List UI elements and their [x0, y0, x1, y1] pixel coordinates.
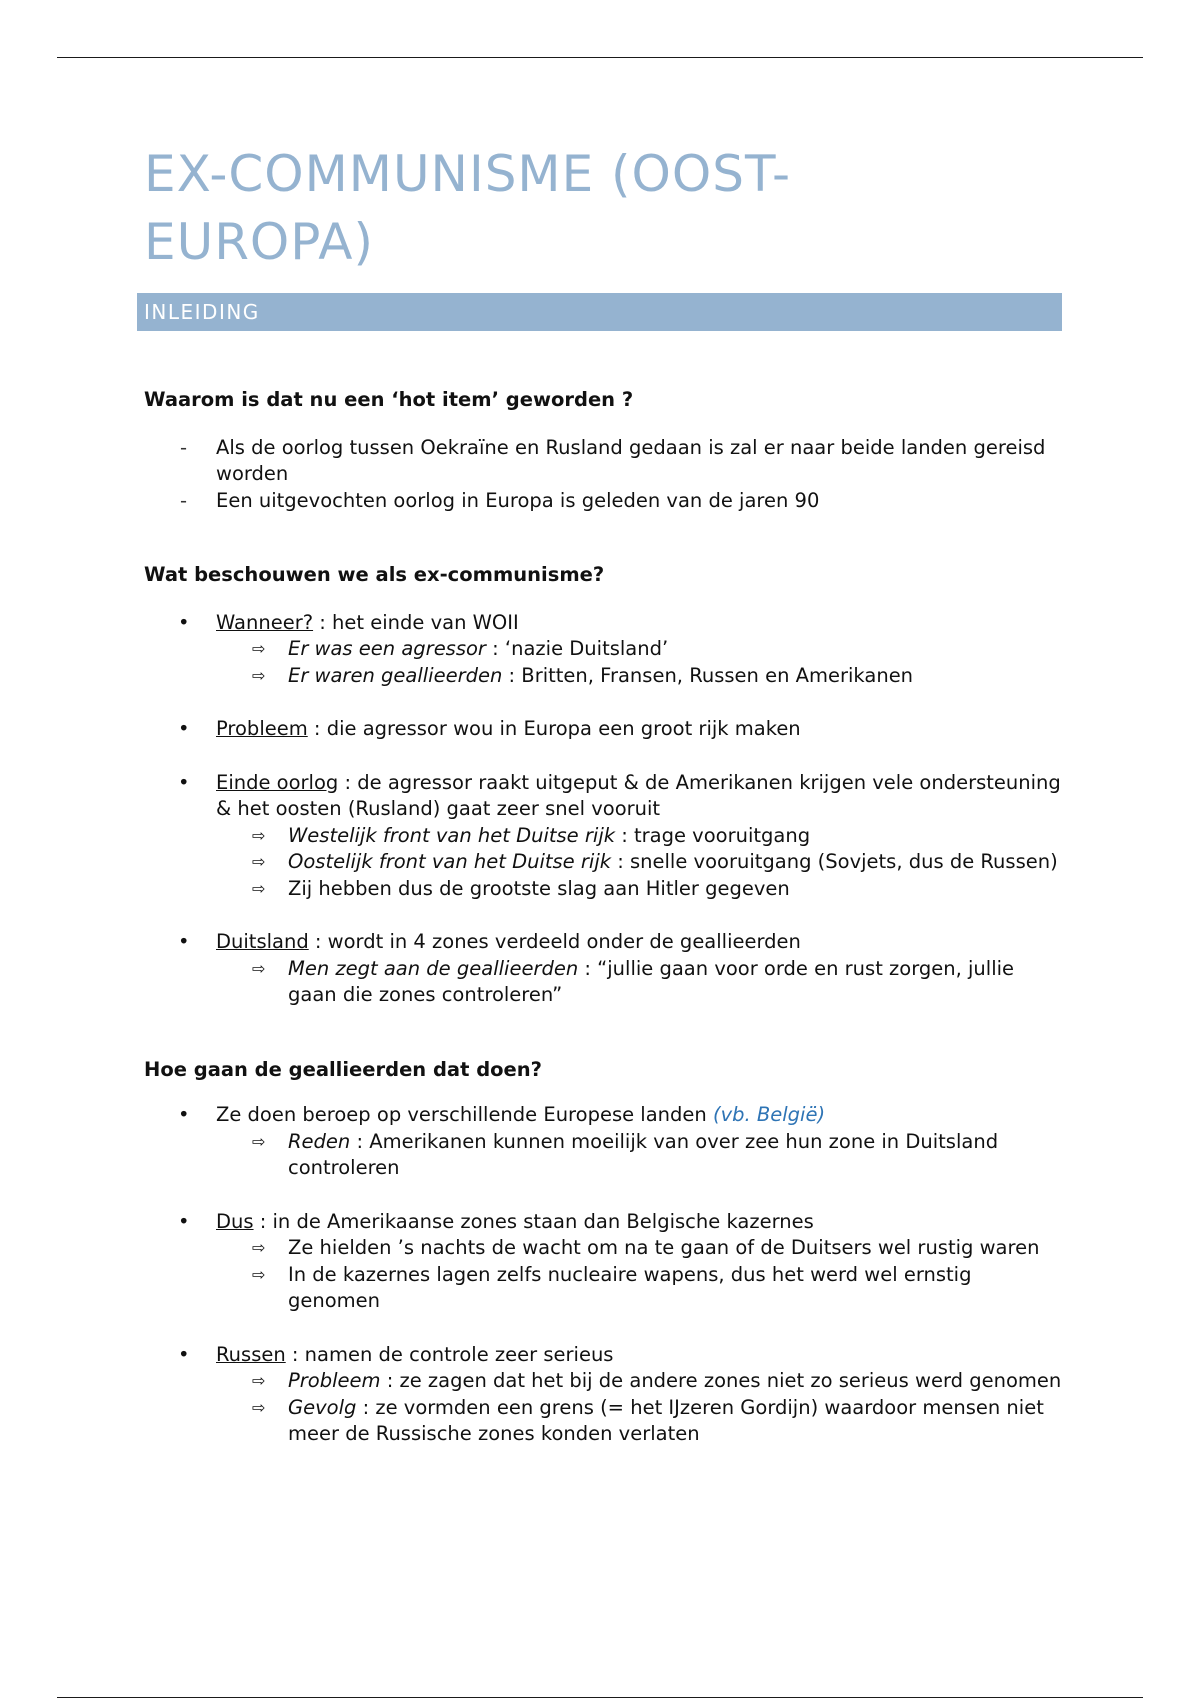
page-title: EX-COMMUNISME (OOST-EUROPA) [144, 145, 792, 271]
bullet-item-wanneer [144, 610, 1064, 690]
sub-text: : ze zagen dat het bij de andere zones niet zo serieus werd genomen [380, 1369, 1062, 1392]
sub-list [216, 1129, 1064, 1182]
term-label: Dus [216, 1209, 254, 1233]
bullet-item-probleem [144, 716, 1064, 743]
dash-list-hot-item [144, 435, 1064, 515]
sub-label: Er waren geallieerden [288, 663, 503, 687]
top-rule [57, 57, 1143, 58]
sub-item [144, 636, 1064, 663]
term-text: : in de Amerikaanse zones staan dan Belgische kazernes [253, 1209, 814, 1233]
sub-label: Gevolg [288, 1395, 357, 1419]
sub-text: : Britten, Fransen, Russen en Amerikanen [502, 663, 914, 687]
bullet-item-dus [144, 1209, 1064, 1315]
sub-item [144, 1395, 1064, 1448]
bullet-list-geallieerden [144, 1102, 1064, 1448]
term-text: : namen de controle zeer serieus [285, 1342, 614, 1366]
term-text: : het einde van WOII [313, 610, 519, 634]
sub-label: Oostelijk front van het Duitse rijk [288, 850, 612, 873]
section-header-label: INLEIDING [144, 300, 260, 324]
bullet-item-beroep [144, 1102, 1064, 1182]
bottom-rule [57, 1697, 1143, 1698]
sub-label: Probleem [288, 1369, 381, 1392]
sub-label: Er was een agressor [288, 637, 486, 660]
term-text: : wordt in 4 zones verdeeld onder de geallieerden [308, 930, 801, 953]
sub-item [144, 876, 1064, 903]
sub-item [144, 1262, 1064, 1315]
sub-item [144, 956, 1064, 1009]
sub-text: : Amerikanen kunnen moeilijk van over zee hun zone in Duitsland controleren [288, 1129, 999, 1179]
bullet-item-duitsland [144, 929, 1064, 1009]
document-body [144, 387, 1064, 1448]
sub-text: : snelle vooruitgang (Sovjets, dus de Russen) [611, 850, 1058, 873]
sub-item [144, 849, 1064, 876]
sub-list [216, 636, 1064, 689]
term-label: Russen [216, 1342, 286, 1366]
section-header-bar [137, 293, 1062, 331]
sub-item [144, 1368, 1064, 1395]
sub-label: Reden [288, 1129, 351, 1153]
sub-item [144, 1129, 1064, 1182]
term-label: Einde oorlog [216, 770, 339, 794]
sub-list [216, 823, 1064, 903]
example-text: (vb. België) [712, 1103, 826, 1126]
term-label: Probleem [216, 717, 308, 740]
question-heading-ex-communisme: Wat beschouwen we als ex-communisme? [144, 563, 605, 586]
sub-text: : trage vooruitgang [615, 823, 811, 847]
list-item: - Als de oorlog tussen Oekraïne en Rusland gedaan is zal er naar beide landen gereisd worden [144, 435, 1064, 488]
sub-text: Zij hebben dus de grootste slag aan Hitler gegeven [288, 876, 790, 900]
term-text: : die agressor wou in Europa een groot rijk maken [307, 717, 801, 740]
sub-item [144, 1235, 1064, 1262]
sub-list [216, 1368, 1064, 1448]
bullet-item-russen [144, 1342, 1064, 1448]
list-item: - Een uitgevochten oorlog in Europa is geleden van de jaren 90 [144, 488, 1064, 515]
term-text: Ze doen beroep op verschillende Europese landen [216, 1103, 713, 1126]
sub-text: : ze vormden een grens (= het IJzeren Gordijn) waardoor mensen niet meer de Russische zones konden verlaten [288, 1395, 1044, 1445]
sub-text: : “jullie gaan voor orde en rust zorgen, jullie gaan die zones controleren” [288, 956, 1015, 1006]
sub-label: Westelijk front van het Duitse rijk [288, 823, 616, 847]
question-heading-hot-item: Waarom is dat nu een ‘hot item’ geworden ? [144, 388, 634, 411]
sub-text: : ‘nazie Duitsland’ [485, 637, 669, 660]
bullet-item-einde-oorlog [144, 770, 1064, 903]
term-text: : de agressor raakt uitgeput & de Amerikanen krijgen vele ondersteuning & het oosten (Rusland) gaat zeer snel vooruit [216, 770, 1061, 820]
sub-list [216, 956, 1064, 1009]
sub-list [216, 1235, 1064, 1315]
sub-text: Ze hielden ’s nachts de wacht om na te gaan of de Duitsers wel rustig waren [288, 1236, 1040, 1259]
sub-item [144, 663, 1064, 690]
term-label: Wanneer? [216, 610, 314, 634]
term-label: Duitsland [216, 930, 309, 953]
sub-text: In de kazernes lagen zelfs nucleaire wapens, dus het werd wel ernstig genomen [288, 1262, 972, 1312]
sub-item [144, 823, 1064, 850]
question-heading-geallieerden: Hoe gaan de geallieerden dat doen? [144, 1057, 542, 1081]
bullet-list-ex-communisme [144, 610, 1064, 1009]
sub-label: Men zegt aan de geallieerden [288, 956, 579, 980]
